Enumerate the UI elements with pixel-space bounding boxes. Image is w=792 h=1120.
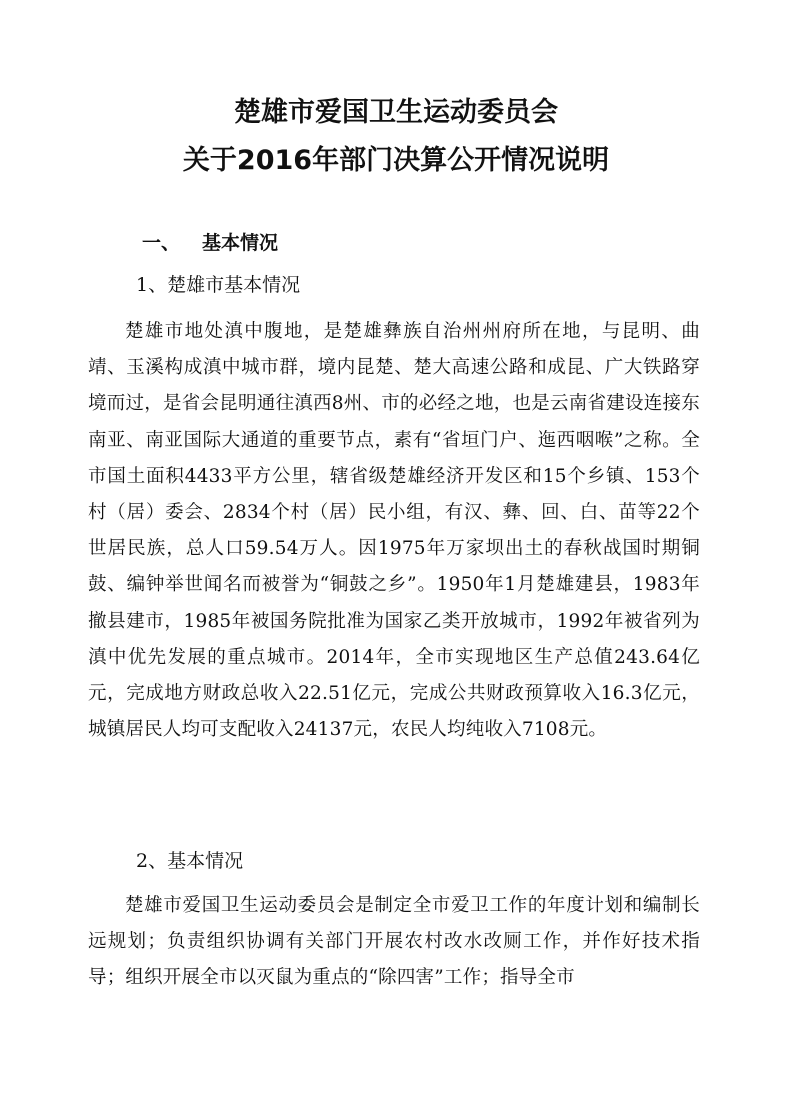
paragraph-city-overview: 楚雄市地处滇中腹地，是楚雄彝族自治州州府所在地，与昆明、曲靖、玉溪构成滇中城市群，境内昆楚、楚大高速公路和成昆、广大铁路穿境而过，是省会昆明通往滇西8州、市的必经之地，也是云南省建设连接东南亚、南亚国际大通道的重要节点，素有“省垣门户、迤西咽喉”之称。全市国土面积4433平方公里，辖省级楚雄经济开发区和15个乡镇、153个村（居）委会、2834个村（居）民小组，有汉、彝、回、白、苗等22个世居民族，总人口59.54万人。因1975年万家坝出土的春秋战国时期铜鼓、编钟举世闻名而被誉为“铜鼓之乡”。1950年1月楚雄建县，1983年撤县建市，1985年被国务院批准为国家乙类开放城市，1992年被省列为滇中优先发展的重点城市。2014年，全市实现地区生产总值243.64亿元，完成地方财政总收入22.51亿元，完成公共财政预算收入16.3亿元，城镇居民人均可支配收入24137元，农民人均纯收入7108元。	[88, 321, 700, 741]
section-title: 基本情况	[202, 232, 279, 254]
subsection-heading-1: 1、楚雄市基本情况	[136, 274, 301, 296]
paragraph-committee-overview: 楚雄市爱国卫生运动委员会是制定全市爱卫工作的年度计划和编制长远规划；负责组织协调有关部门开展农村改水改厕工作，并作好技术指导；组织开展全市以灭鼠为重点的“除四害”工作；指导全市	[88, 895, 700, 989]
section-number: 一、	[142, 232, 181, 254]
subsection-heading-2: 2、基本情况	[136, 850, 244, 872]
document-title-line1: 楚雄市爱国卫生运动委员会	[234, 97, 558, 128]
section-heading	[142, 230, 278, 256]
document-title-line2: 关于2016年部门决算公开情况说明	[182, 145, 610, 176]
